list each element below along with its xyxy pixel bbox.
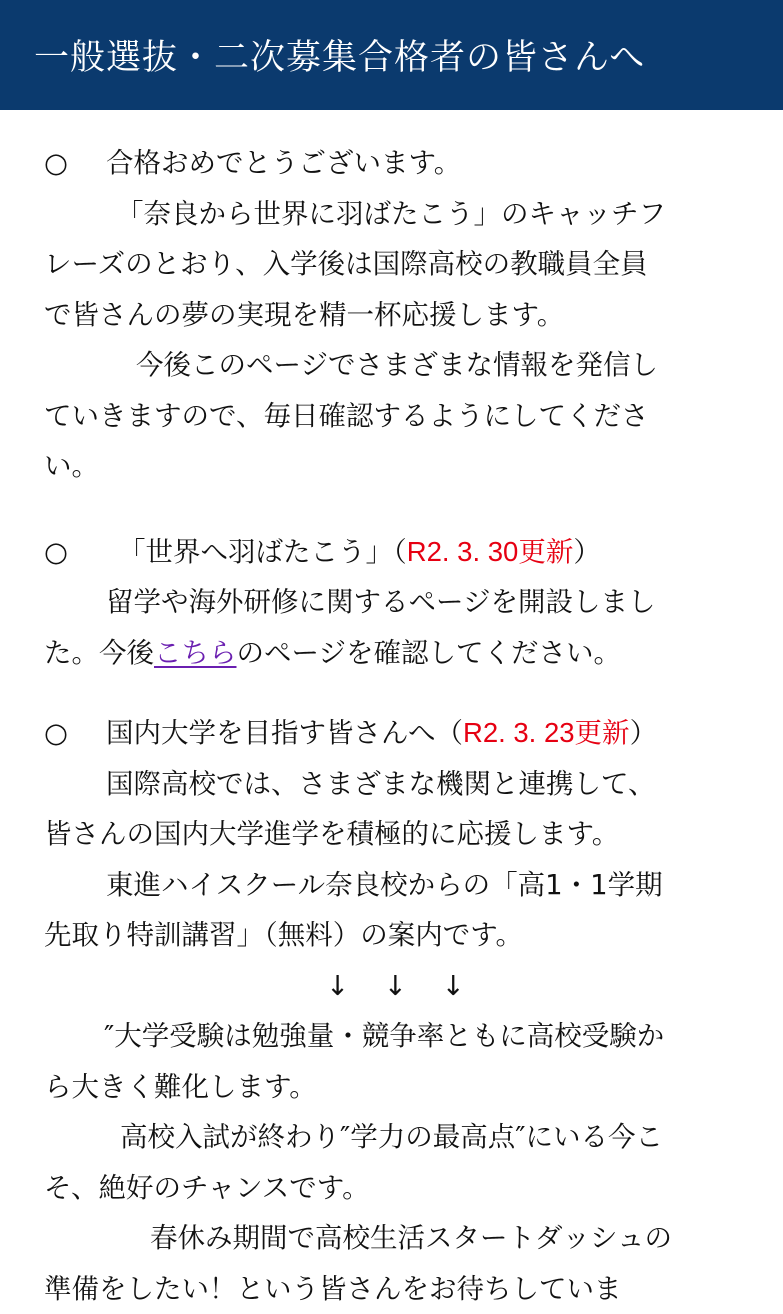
heading-close-paren: ） [573,536,601,568]
section3-heading-text: 国内大学を目指す皆さんへ（ [106,717,463,749]
paragraph-line: レーズのとおり、入学後は国際高校の教職員全員 [44,239,744,290]
section1-heading-text: 合格おめでとうございます。 [106,147,461,179]
quote-line: ″大学受験は勉強量・競争率ともに高校受験か [44,1011,744,1062]
section2-heading-text: 「世界へ羽ばたこう」（ [118,536,407,568]
bullet-circle-icon: ○ [44,708,106,759]
paragraph-line: 先取り特訓講習」（無料）の案内です。 [44,910,744,961]
quote-line: そ、絶好のチャンスです。 [44,1163,744,1214]
main-content [44,138,744,1314]
quote-line: ら大きく難化します。 [44,1062,744,1113]
bullet-circle-icon: ○ [44,527,106,578]
update-date-badge: R2. 3. 30更新 [407,536,574,567]
line-text-before-link: た。今後 [44,637,154,669]
paragraph-line: 国際高校では、さまざまな機関と連携して、 [44,759,744,810]
page-title: 一般選抜・二次募集合格者の皆さんへ [34,30,645,80]
paragraph-line: ていきますので、毎日確認するようにしてくださ [44,391,744,442]
update-date-badge: R2. 3. 23更新 [463,717,630,748]
page-header [0,0,783,110]
paragraph-line: い。 [44,441,744,492]
line-text-after-link: のページを確認してください。 [237,637,621,669]
paragraph-line: 東進ハイスクール奈良校からの「高1・1学期 [44,860,744,911]
paragraph-line: 皆さんの国内大学進学を積極的に応援します。 [44,809,744,860]
section2-heading [44,527,744,578]
down-arrows [44,961,744,1012]
down-arrow-icons: ↓ ↓ ↓ [326,961,465,1012]
bullet-circle-icon: ○ [44,138,106,189]
paragraph-line: 「奈良から世界に羽ばたこう」のキャッチフ [44,189,744,240]
section3-heading [44,708,744,759]
paragraph-line: 今後このページでさまざまな情報を発信し [44,340,744,391]
quote-line: 春休み期間で高校生活スタートダッシュの [44,1213,744,1264]
quote-line: 高校入試が終わり″学力の最高点″にいる今こ [44,1112,744,1163]
quote-line: 準備をしたい！という皆さんをお待ちしていま [44,1264,744,1314]
section1-heading [44,138,744,189]
paragraph-line: で皆さんの夢の実現を精一杯応援します。 [44,290,744,341]
paragraph-line [44,628,744,679]
heading-close-paren: ） [630,717,658,749]
paragraph-line: 留学や海外研修に関するページを開設しまし [44,577,744,628]
kochira-link[interactable]: こちら [154,637,237,669]
